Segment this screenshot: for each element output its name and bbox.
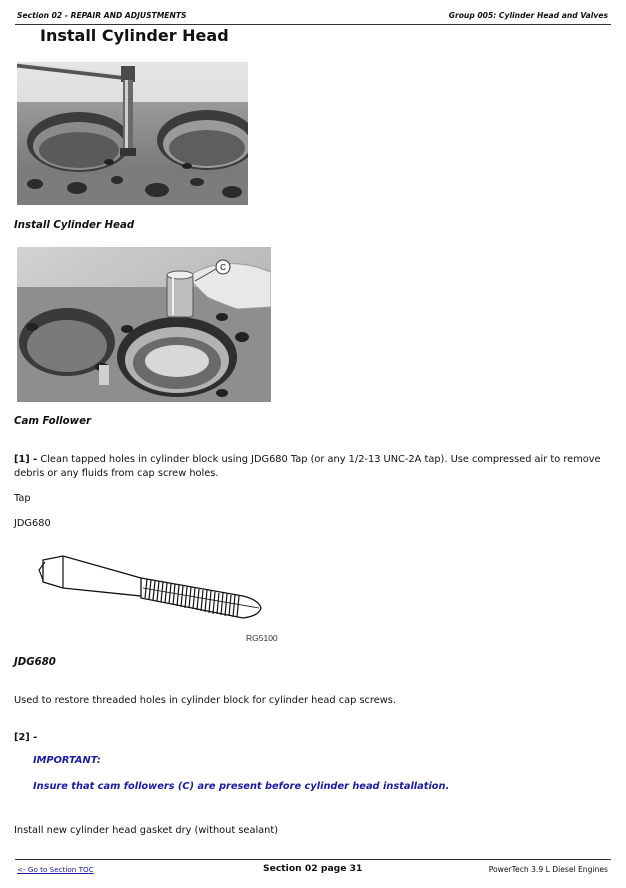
gasket-instruction: Install new cylinder head gasket dry (without sealant)	[14, 825, 279, 836]
tool-name: Tap	[14, 493, 31, 504]
figure-caption-jdg680: JDG680	[14, 657, 56, 668]
step-1-paragraph	[14, 453, 610, 481]
tool-code: JDG680	[14, 518, 51, 529]
header-divider	[15, 24, 611, 25]
step-1-text: Clean tapped holes in cylinder block using JDG680 Tap (or any 1/2-13 UNC-2A tap). Use compressed air to remove debris or any fluids from cap screw holes.	[14, 454, 601, 479]
step-2-label: [2] -	[14, 732, 38, 743]
footer-divider	[15, 859, 611, 860]
figure-caption-install-cylinder-head: Install Cylinder Head	[14, 220, 135, 231]
page-number: Section 02 page 31	[263, 863, 363, 874]
figure-tap-jdg680	[33, 548, 283, 646]
figure-caption-cam-follower: Cam Follower	[14, 416, 92, 427]
page-title: Install Cylinder Head	[40, 26, 229, 45]
figure-cam-follower	[17, 247, 271, 402]
callout-c-label: C	[220, 263, 226, 272]
important-text: Insure that cam followers (C) are present before cylinder head installation.	[33, 781, 450, 792]
footer-engine: PowerTech 3.9 L Diesel Engines	[488, 865, 608, 874]
important-label: IMPORTANT:	[33, 755, 101, 766]
header-group: Group 005: Cylinder Head and Valves	[448, 11, 608, 20]
header-section: Section 02 - REPAIR AND ADJUSTMENTS	[17, 11, 187, 20]
step-1-label: [1] -	[14, 454, 38, 465]
figure-code-rg5100: RG5100	[246, 633, 278, 643]
section-toc-link[interactable]: <- Go to Section TOC	[17, 865, 94, 874]
tool-usage-text: Used to restore threaded holes in cylinder block for cylinder head cap screws.	[14, 695, 397, 706]
figure-install-cylinder-head	[17, 62, 248, 205]
